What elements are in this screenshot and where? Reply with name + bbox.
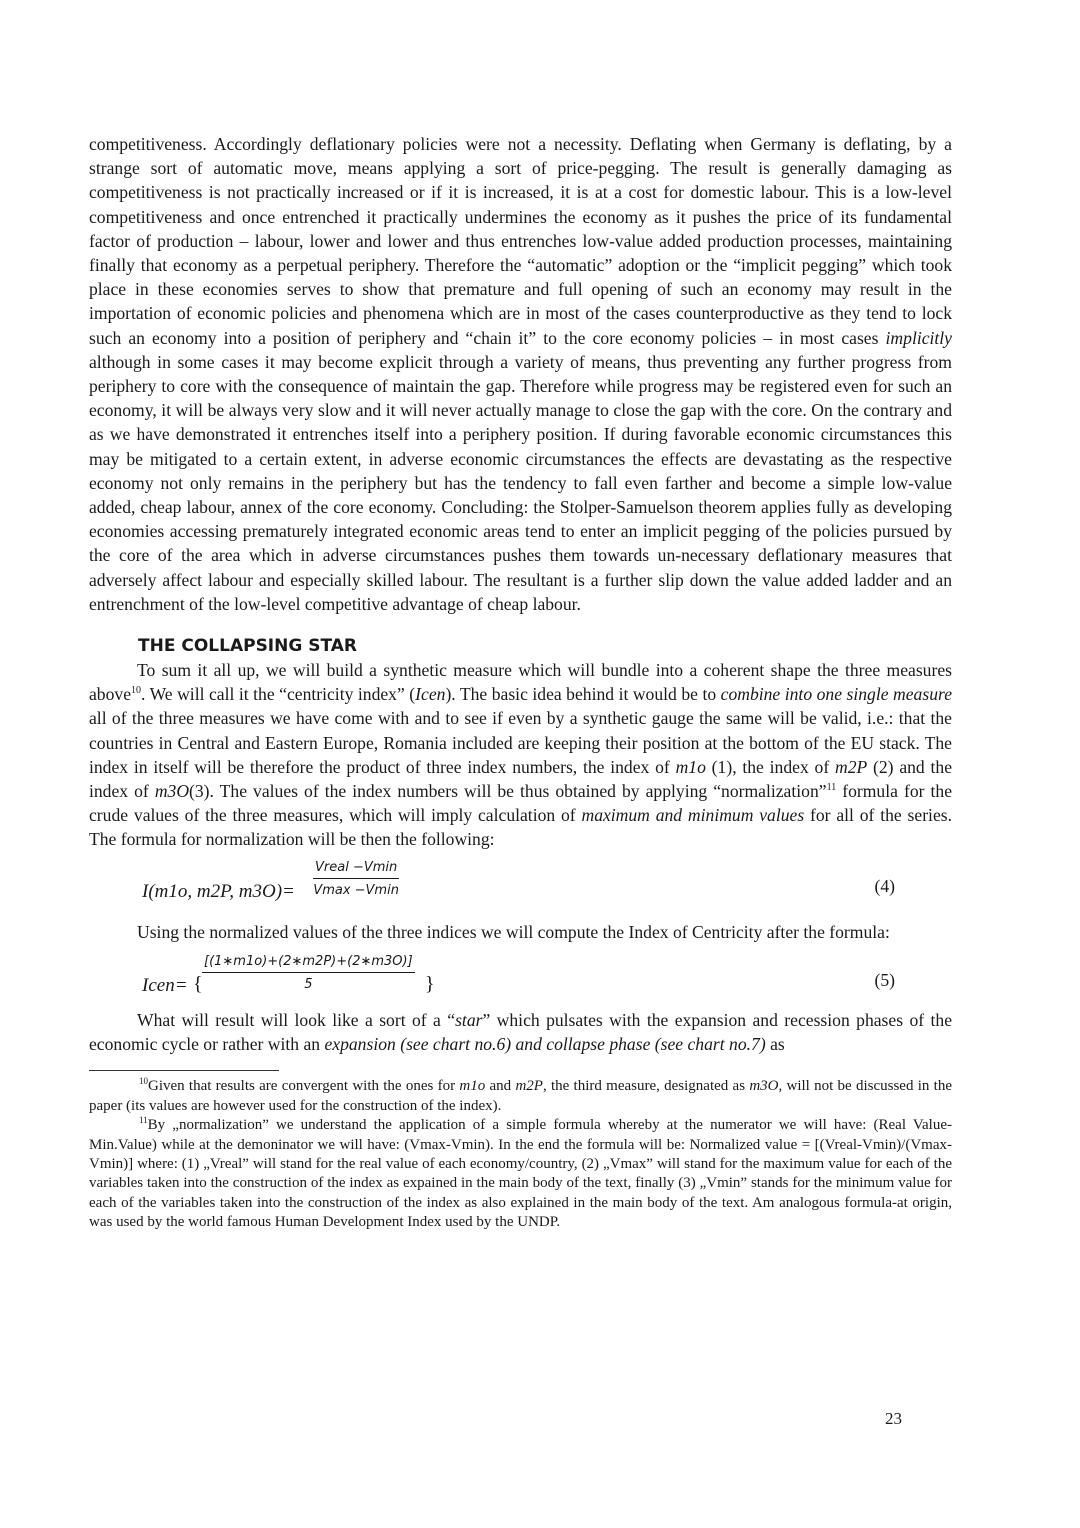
footnote-ref[interactable]: 10 [131,685,142,697]
page-number: 23 [885,1409,902,1428]
emphasis: combine into one single measure [720,684,953,705]
formula-centricity [89,952,952,1008]
body-paragraph: What will result will look like a sort of a “star” which pulsates with the expansion and recession phases of the economic cycle or rather with an expansion (see chart no.6) and collapse phase (see chart no.7) as [89,1009,952,1055]
footnote-mark: 11 [139,1115,148,1126]
formula-lhs: I(m1o, m2P, m3O)= [142,880,295,902]
emphasis: m3O [749,1078,779,1095]
body-paragraph: competitiveness. Accordingly deflationary policies were not a necessity. Deflating when Germany is deflating, by a strange sort of automatic move, means applying a sort of price-pegging. The result is generally damaging as competitiveness is not practically increased or if it is increased, it is at a cost for domestic labour. This is a low-level competitiveness and once entrenched it practically undermines the economy as it pushes the price of its fundamental factor of production – labour, lower and lower and thus entrenches low-value added production processes, maintaining finally that economy as a perpetual periphery. Therefore the “automatic” adoption or the “implicit pegging” which took place in these economies serves to show that premature and full opening of such an economy may result in the importation of economic policies and phenomena which are in most of the cases counterproductive as they tend to lock such an economy into a position of periphery and “chain it” to the core economy policies – in most cases implicitly although in some cases it may become explicit through a variety of means, thus preventing any further progress from periphery to core with the consequence of maintain the gap. Therefore while progress may be registered even for such an economy, it will be always very slow and it will never actually manage to close the gap with the core. On the contrary and as we have demonstrated it entrenches itself into a periphery position. If during favorable economic circumstances this may be mitigated to a certain extent, in adverse economic circumstances the effects are devastating as the respective economy not only remains in the periphery but has the tendency to fall even farther and become a simple low-value added, cheap labour, annex of the core economy. Concluding: the Stolper-Samuelson theorem applies fully as developing economies accessing prematurely integrated economic areas tend to enter an implicit pegging of the policies pursued by the core of the area which in adverse circumstances pushes them towards un-necessary deflationary measures that adversely affect labour and especially skilled labour. The resultant is a further slip down the value added ladder and an entrenchment of the low-level competitive advantage of cheap labour. [89,134,952,614]
emphasis: m1o [459,1078,486,1095]
formula-numerator: Vreal −Vmin [313,858,399,879]
emphasis: implicitly [885,327,952,348]
emphasis: star [455,1009,483,1030]
footnote-mark: 10 [139,1076,148,1087]
body-paragraph: To sum it all up, we will build a synthetic measure which will bundle into a coherent shape the three measures above$^{10}$. We will call it the “centricity index” (Icen). The basic idea behind it would be to combine into one single measure all of the three measures we have come with and to see if even by a synthetic gauge the same will be valid, i.e.: that the countries in Central and Eastern Europe, Romania included are keeping their position at the bottom of the EU stack. The index in itself will be therefore the product of three index numbers, the index of m1o (1), the index of m2P (2) and the index of m3O(3). The values of the index numbers will be thus obtained by applying “normalization”$^{11}$ formula for the crude values of the three measures, which will imply calculation of maximum and minimum values for all of the series. The formula for normalization will be then the following: [89,660,953,850]
emphasis: m2P [834,756,868,777]
equation-number: (4) [874,875,895,896]
formula-normalization [89,858,952,920]
emphasis: m3O [154,781,190,802]
formula-fraction [313,858,399,900]
emphasis: m2P [515,1078,543,1095]
emphasis: expansion (see chart no.6) and collapse phase (see chart no.7) [324,1034,766,1055]
formula-numerator: [(1∗m1o)+(2∗m2P)+(2∗m3O)] [202,952,415,973]
footnote-11: $^{11}$By „normalization” we understand the application of a simple formula whereby at the numerator we will have: (Real Value- Min.Value) while at the demoninator we will have: (Vmax-Vmin). In the end the formula will be: Normalized value = [(Vreal-Vmin)/(Vmax-Vmin)] where: (1) „Vreal” will stand for the real value of each economy/country, (2) „Vmax” will stand for the maximum value for each of the variables taken into the construction of the index as expained in the main body of the text, finally (3) „Vmin” stands for the minimum value for each of the variables taken into the construction of the index as also explained in the main body of the text. Am analogous formula-at origin, was used by the world famous Human Development Index used by the UNDP. [89,1115,952,1231]
body-paragraph: Using the normalized values of the three indices we will compute the Index of Centricity after the formula: [137,921,890,942]
formula-brace-open: { [193,972,203,995]
formula-fraction [202,952,415,994]
formula-denominator: Vmax −Vmin [313,882,399,898]
page-content [89,132,952,1233]
emphasis: maximum and minimum values [581,805,805,826]
equation-number: (5) [874,969,895,990]
footnote-10: $^{10}$Given that results are convergent with the ones for m1o and m2P, the third measure, designated as m3O, will not be discussed in the paper (its values are however used for the construction of the index). [89,1076,952,1114]
formula-denominator: 5 [304,976,313,992]
footnote-ref[interactable]: 11 [826,782,837,794]
emphasis: Icen [415,684,446,705]
formula-brace-close: } [425,972,435,995]
section-heading: THE COLLAPSING STAR [138,636,357,657]
footnote-separator [89,1070,279,1071]
formula-lhs: Icen= [142,974,188,996]
emphasis: m1o [675,756,706,777]
